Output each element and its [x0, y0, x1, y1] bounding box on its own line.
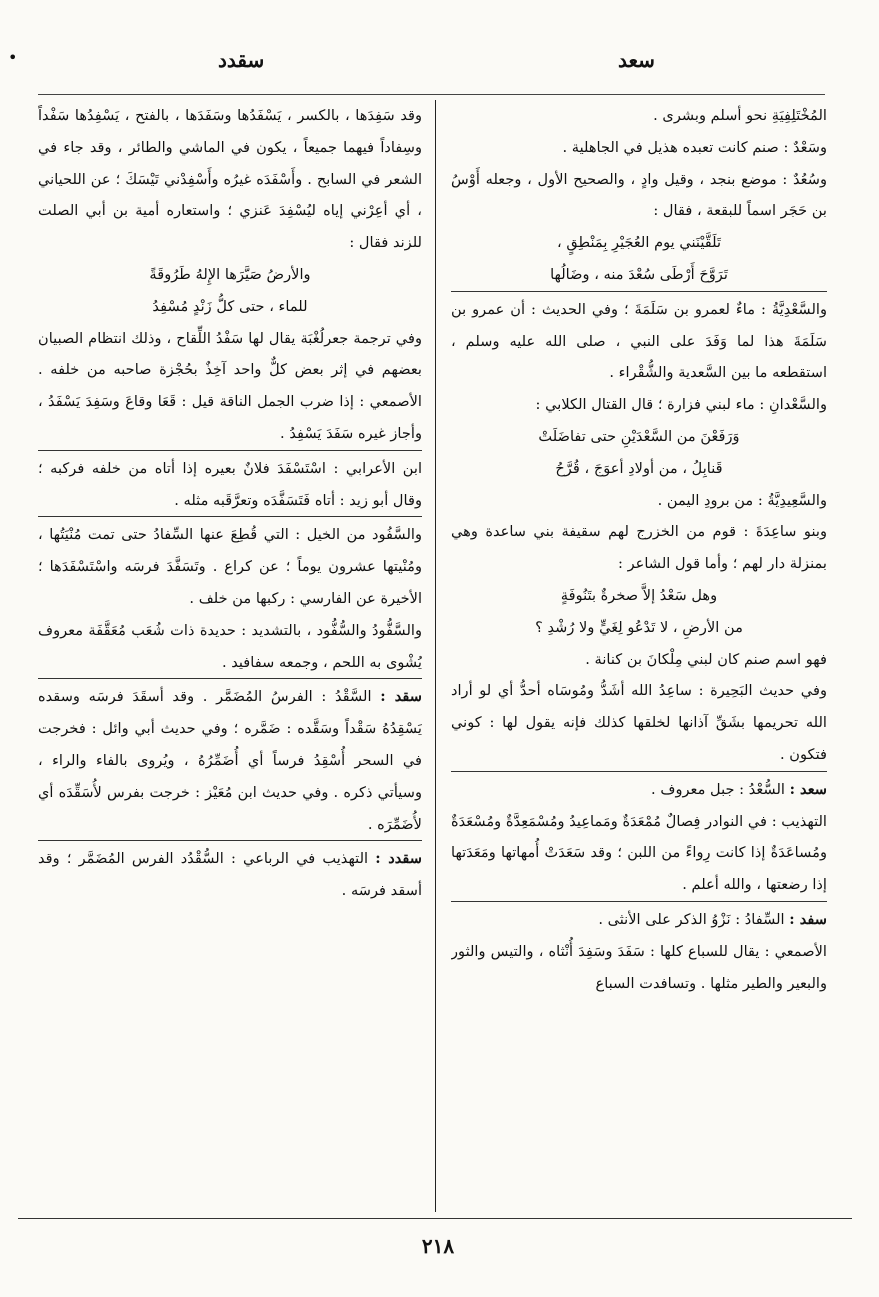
verse-line: قَنابِلُ ، من أولادِ أعوَجَ ، قُرَّحُ — [555, 459, 723, 477]
verse-line: والأرضُ صَيَّرَها الإِلهُ طَرُوقَةً — [149, 265, 311, 283]
paragraph: وفي حديث البَحِيرة : ساعِدُ الله أشَدُّ ومُوسَاه أحدُّ أي لو أراد الله تحريمها بشَقِّ آذانها لخلقها كذلك فإنه يقول لها : كوني فتكون . — [451, 682, 827, 763]
left-column — [38, 100, 422, 1212]
column-divider — [435, 100, 436, 1212]
entry-text: السِّفادُ : نَزْوُ الذكر على الأنثى . — [598, 910, 785, 928]
paragraph: وقد سَفِدَها ، بالكسر ، يَسْفَدُها وسَفَدَها ، بالفتح ، يَسْفِدُها سَفْداً وسِفاداً فيهما جميعاً ، يكون في الماشي والطائر ، وقد جاء في الشعر في السابح . وأَسْفَدَه غيرُه وأَسْفِدْني تَيْسَكَ ؛ عن اللحياني ، أي أعِرْني إياه ليُسْفِدَ عَنزي ؛ واستعاره أمية بن أبي الصلت للزند فقال : — [38, 107, 422, 252]
entry-text: التهذيب في الرباعي : السُّقْدُد الفرس المُضَمَّر ؛ وقد أسقد فرسَه . — [38, 850, 422, 900]
paragraph: وسُعُدٌ : موضع بنجد ، وقيل وادٍ ، والصحيح الأول ، وجعله أَوْسُ بن حَجَر اسماً للبقعة ، فقال : — [451, 170, 827, 220]
paragraph: المُخْتَلِفِيَةِ نحو أسلم وبشرى . — [653, 107, 827, 124]
entry-headword: سقد : — [380, 688, 422, 706]
verse-line: وهل سَعْدُ إلاَّ صخرةٌ بتَنُوفَةٍ — [560, 586, 718, 604]
dictionary-entry — [38, 678, 422, 840]
verse-line: وَرَفَعْنَ من السَّعْدَيْنِ حتى تفاضَلَتْ — [538, 427, 740, 445]
paragraph: والسَّعْدِيَّةُ : ماءٌ لعمرو بن سَلَمَةَ ؛ وفي الحديث : أن عمرو بن سَلَمَةَ هذا لما وَفَدَ على النبي ، صلى الله عليه وسلم ، استقطعه ما بين السَّعدية والشُّقْراء . — [451, 291, 827, 389]
entry-text: السَّقْدُ : الفرسُ المُضَمَّر . وقد أسقَدَ فرسَه وسقده يَسْقِدُهُ سَقْداً وسَقَّده : ضَمَّره ؛ وفي حديث أبي وائل : فخرجت في السحر أُسْقِدُ فرساً أي أُضَمِّرُهُ ، ويُروى بالفاء والراء ، وسيأتي ذكره . وفي حديث ابن مُعَيْز : خرجت بفرس لأُسَقِّدَه أي لأُضَمِّرَه . — [38, 688, 422, 833]
paragraph: وفي ترجمة جعرلُغْبَة يقال لها سَفْدُ اللِّقاح ، وذلك انتظام الصبيان بعضهم في إثر بعض كلٌّ واحد آخِذٌ بحُجْزة صاحبه من خلفه . الأصمعي : إذا ضرب الجمل الناقة قيل : قَعَا وقاعَ وسَفِدَ يَسْفَدُ ، وأجاز غيره سَفَدَ يَسْفِدُ . — [38, 329, 422, 442]
entry-headword: سفد : — [789, 910, 827, 928]
paragraph: الأصمعي : يقال للسباع كلها : سَفَدَ وسَفِدَ أُنْثاه ، والتيس والثور والبعير والطير مثلها . وتسافدت السباع — [451, 942, 827, 992]
verse-line: تَرَوَّحَ أَرْطَى سُعْدَ منه ، وضَالُها — [550, 265, 728, 283]
paragraph: والسَّفُود من الخيل : التي قُطِعَ عنها السِّفادُ حتى تمت مُنْيَتُها ، ومُنْيتها عشرون يوماً ؛ عن كراع . وتَسَفَّدَ فرسَه واسْتَسْفَدَها ؛ الأخيرة عن الفارسي : ركبها من خلف . — [38, 516, 422, 614]
paragraph: والسَّعِيدِيَّةُ : من برودِ اليمن . — [657, 491, 827, 509]
verse-line: تَلَقَّيْنَني يوم العُجَيْرِ بِمَنْطِقٍ ، — [556, 234, 722, 252]
header-rule — [38, 94, 825, 95]
paragraph: وسَعْدٌ : صنم كانت تعبده هذيل في الجاهلية . — [562, 138, 827, 156]
right-column — [451, 100, 827, 1212]
entry-headword: سقدد : — [375, 850, 422, 868]
right-running-headword: سعد — [618, 48, 655, 72]
paragraph: والسَّعْدانِ : ماء لبني فزارة ؛ قال القتال الكلابي : — [535, 396, 827, 414]
paragraph: ابن الأعرابي : اسْتَسْفَدَ فلانٌ بعيره إذا أتاه من خلفه فركبه ؛ وقال أبو زيد : أتاه فَتَسَفَّدَه وتعرَّقَبه مثله . — [38, 450, 422, 517]
entry-headword: سعد : — [789, 780, 827, 798]
corner-mark: • — [8, 48, 18, 67]
paragraph: التهذيب : في النوادر فِصالٌ مُمْعَدَةٌ ومَماعِيدُ ومُسْمَعِدَّةٌ ومُسْعَدَةٌ ومُساعَدَةٌ إذا كانت رِواءً من اللبن ؛ وقد سَعَدَتْ أُمهاتها ومَعَدَتها إذا رضعتها ، والله أعلم . — [451, 812, 827, 894]
paragraph: فهو اسم صنم كان لبني مِلْكانَ بن كنانة . — [585, 650, 827, 668]
left-running-headword: سقدد — [218, 48, 265, 72]
paragraph: والسَّفُّودُ والسُّفُّود ، بالتشديد : حديدة ذات شُعَب مُعَقَّفَة معروف يُشْوى به اللحم ، وجمعه سفافيد . — [38, 621, 422, 671]
entry-text: السُّعْدُ : جبل معروف . — [651, 780, 785, 798]
paragraph: وبنو ساعِدَةَ : قوم من الخزرج لهم سقيفة بني ساعدة وهي بمنزلة دار لهم ؛ وأما قول الشاعر : — [451, 523, 827, 573]
dictionary-entry — [38, 840, 422, 907]
dictionary-entry — [451, 901, 827, 936]
verse-line: للماء ، حتى كلُّ زَنْدٍ مُسْفِدُ — [152, 297, 308, 315]
footer-rule — [18, 1218, 852, 1219]
dictionary-entry — [451, 771, 827, 806]
page-number: ٢١٨ — [421, 1234, 455, 1258]
verse-line: من الأرضِ ، لا تَدْعُو لِغَيٍّ ولا رُشْدِ ؟ — [535, 618, 743, 636]
